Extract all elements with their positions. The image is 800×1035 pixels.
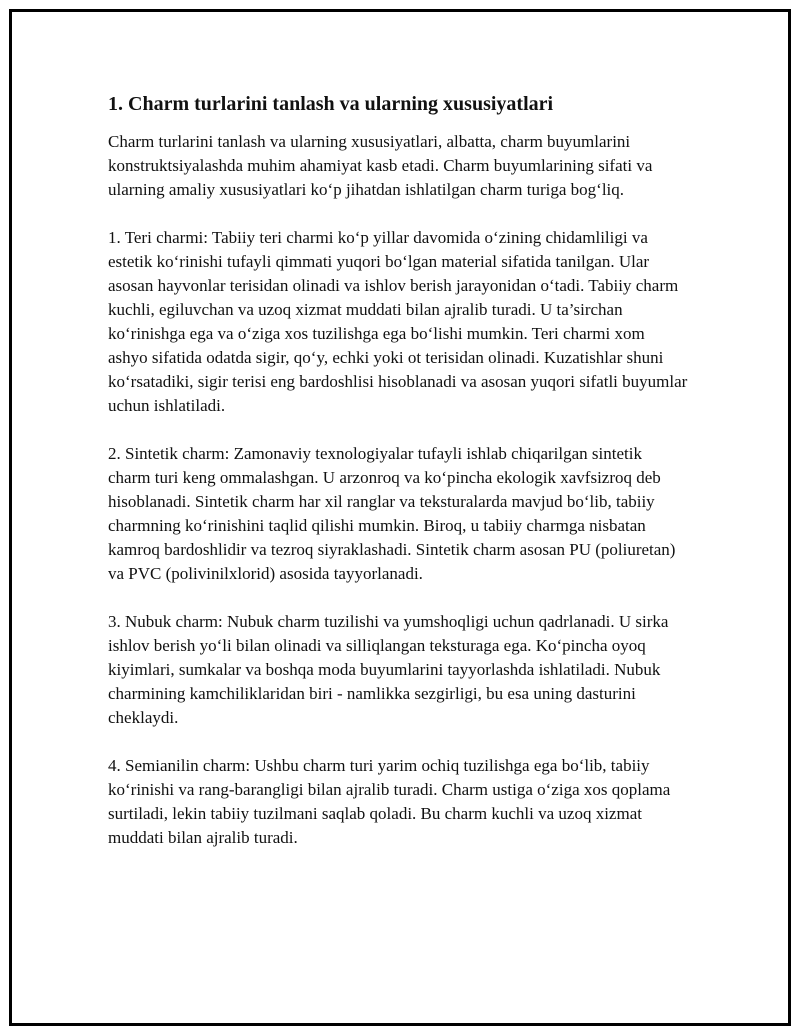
paragraph-semianilin-charm: 4. Semianilin charm: Ushbu charm turi yarim ochiq tuzilishga ega bo‘lib, tabiiy ko‘rinishi va rang-barangligi bilan ajralib turadi. Charm ustiga o‘ziga xos qoplama surtiladi, lekin tabiiy tuzilmani saqlab qoladi. Bu charm kuchli va uzoq xizmat muddati bilan ajralib turadi. — [108, 756, 671, 847]
paragraph-intro: Charm turlarini tanlash va ularning xususiyatlari, albatta, charm buyumlarini konstruktsiyalashda muhim ahamiyat kasb etadi. Charm buyumlarining sifati va ularning amaliy xususiyatlari ko‘p jihatdan ishlatilgan charm turiga bog‘liq. — [108, 132, 653, 199]
document-title: 1. Charm turlarini tanlash va ularning xususiyatlari — [108, 93, 554, 115]
document-body — [108, 90, 688, 874]
paragraph-sintetik-charm: 2. Sintetik charm: Zamonaviy texnologiyalar tufayli ishlab chiqarilgan sintetik charm turi keng ommalashgan. U arzonroq va ko‘pincha ekologik xavfsizroq deb hisoblanadi. Sintetik charm har xil ranglar va teksturalarda mavjud bo‘lib, tabiiy charmning ko‘rinishini taqlid qilishi mumkin. Biroq, u tabiiy charmga nisbatan kamroq bardoshlidir va tezroq siyraklashadi. Sintetik charm asosan PU (poliuretan) va PVC (polivinilxlorid) asosida tayyorlanadi. — [108, 444, 676, 583]
paragraph-teri-charmi: 1. Teri charmi: Tabiiy teri charmi ko‘p yillar davomida o‘zining chidamliligi va estetik ko‘rinishi tufayli qimmati yuqori bo‘lgan material sifatida tanilgan. Ular asosan hayvonlar terisidan olinadi va ishlov berish jarayonidan o‘tadi. Tabiiy charm kuchli, egiluvchan va uzoq xizmat muddati bilan ajralib turadi. U ta’sirchan ko‘rinishga ega va o‘ziga xos tuzilishga ega bo‘lishi mumkin. Teri charmi xom ashyo sifatida odatda sigir, qo‘y, echki yoki ot terisidan olinadi. Kuzatishlar shuni ko‘rsatadiki, sigir terisi eng bardoshlisi hisoblanadi va asosan yuqori sifatli buyumlar uchun ishlatiladi. — [108, 228, 688, 415]
paragraph-nubuk-charm: 3. Nubuk charm: Nubuk charm tuzilishi va yumshoqligi uchun qadrlanadi. U sirka ishlov berish yo‘li bilan olinadi va silliqlangan teksturaga ega. Ko‘pincha oyoq kiyimlari, sumkalar va boshqa moda buyumlarini tayyorlashda ishlatiladi. Nubuk charmining kamchiliklaridan biri - namlikka sezgirligi, bu esa uning dasturini cheklaydi. — [108, 612, 669, 727]
